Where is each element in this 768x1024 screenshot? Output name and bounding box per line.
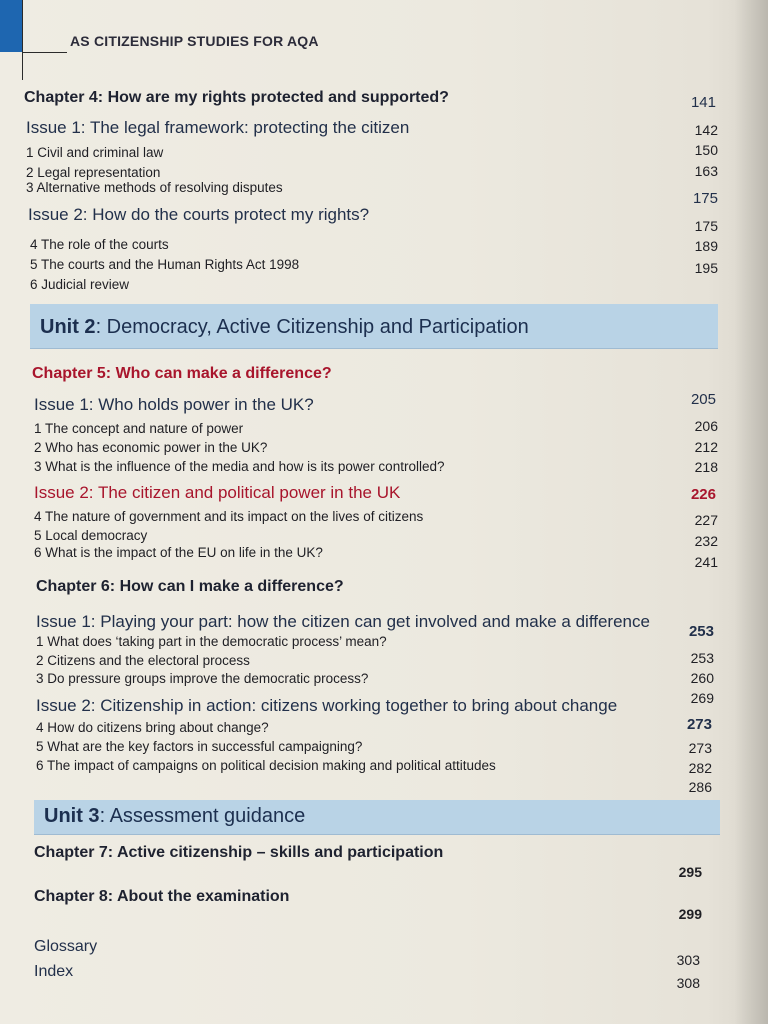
unit-3-heading [44, 805, 305, 828]
toc-item: 1 What does ‘taking part in the democratic process’ mean? [36, 634, 387, 649]
toc-item: 3 What is the influence of the media and how is its power controlled? [34, 459, 445, 474]
chapter-6-title: Chapter 6: How can I make a difference? [36, 578, 344, 595]
unit-2-title: : Democracy, Active Citizenship and Participation [95, 316, 529, 338]
header-rule-vertical [22, 0, 23, 80]
index-page: 308 [676, 975, 700, 991]
toc-item-page: 175 [692, 190, 718, 207]
ch4-issue-1-page: 142 [694, 122, 718, 138]
toc-item-page: 189 [694, 238, 718, 254]
chapter-4-page: 141 [690, 94, 716, 111]
toc-item-page: 282 [688, 760, 712, 776]
toc-item-page: 212 [694, 439, 718, 455]
toc-item-page: 150 [694, 142, 718, 158]
ch4-issue-2-title: Issue 2: How do the courts protect my rights? [28, 205, 370, 224]
toc-item: 3 Alternative methods of resolving disputes [26, 180, 283, 195]
chapter-7-page: 295 [678, 864, 702, 880]
chapter-7-title: Chapter 7: Active citizenship – skills and participation [34, 844, 444, 861]
ch5-issue-1-page: 205 [690, 391, 716, 408]
chapter-4-title: Chapter 4: How are my rights protected and supported? [24, 89, 449, 106]
toc-item: 6 What is the impact of the EU on life in the UK? [34, 545, 323, 560]
toc-item: 5 The courts and the Human Rights Act 1998 [30, 257, 300, 272]
ch6-issue-2-title: Issue 2: Citizenship in action: citizens working together to bring about change [36, 696, 618, 715]
toc-item-page: 260 [690, 670, 714, 686]
toc-item: 1 Civil and criminal law [26, 145, 164, 160]
unit-3-banner [34, 800, 720, 835]
ch6-issue-1-page: 253 [688, 623, 714, 640]
toc-item: 2 Who has economic power in the UK? [34, 440, 268, 455]
toc-item-page: 241 [694, 554, 718, 570]
unit-2-heading [40, 316, 529, 339]
header-rule-horizontal [22, 52, 67, 53]
toc-item: 6 Judicial review [30, 277, 130, 292]
toc-item-page: 232 [694, 533, 718, 549]
toc-item: 5 Local democracy [34, 528, 148, 543]
unit-3-title: : Assessment guidance [99, 805, 306, 827]
toc-item-page: 227 [694, 512, 718, 528]
chapter-8-title: Chapter 8: About the examination [34, 888, 290, 905]
ch4-issue-1-title: Issue 1: The legal framework: protecting the citizen [26, 118, 410, 137]
unit-2-banner [30, 304, 718, 349]
ch5-issue-2-page: 226 [690, 486, 716, 503]
toc-item-page: 286 [688, 779, 712, 795]
toc-item: 2 Citizens and the electoral process [36, 653, 250, 668]
toc-item-page: 163 [694, 163, 718, 179]
toc-item-page: 218 [694, 459, 718, 475]
chapter-5-title: Chapter 5: Who can make a difference? [32, 365, 332, 382]
running-header: AS CITIZENSHIP STUDIES FOR AQA [70, 33, 319, 49]
toc-item-page: 273 [688, 740, 712, 756]
toc-item-page: 206 [694, 418, 718, 434]
glossary-title: Glossary [34, 938, 98, 955]
ch6-issue-2-page: 273 [686, 716, 712, 733]
toc-item-page: 195 [694, 260, 718, 276]
ch5-issue-2-title: Issue 2: The citizen and political power in the UK [34, 483, 401, 502]
index-title: Index [34, 963, 74, 980]
chapter-8-page: 299 [678, 906, 702, 922]
toc-item: 1 The concept and nature of power [34, 421, 244, 436]
toc-item: 4 How do citizens bring about change? [36, 720, 269, 735]
page-curl-shadow [734, 0, 768, 1024]
ch5-issue-1-title: Issue 1: Who holds power in the UK? [34, 395, 314, 414]
toc-item: 2 Legal representation [26, 165, 161, 180]
toc-item-page: 269 [690, 690, 714, 706]
unit-2-number: Unit 2 [40, 316, 96, 338]
toc-item: 4 The role of the courts [30, 237, 169, 252]
toc-item: 6 The impact of campaigns on political decision making and political attitudes [36, 758, 496, 773]
toc-item: 5 What are the key factors in successful campaigning? [36, 739, 363, 754]
toc-item: 4 The nature of government and its impact on the lives of citizens [34, 509, 424, 524]
unit-3-number: Unit 3 [44, 805, 100, 827]
toc-item: 3 Do pressure groups improve the democratic process? [36, 671, 369, 686]
glossary-page: 303 [676, 952, 700, 968]
toc-item-page: 253 [690, 650, 714, 666]
blue-corner-tab [0, 0, 22, 52]
ch6-issue-1-title: Issue 1: Playing your part: how the citizen can get involved and make a difference [36, 612, 650, 631]
ch4-issue-2-page: 175 [694, 218, 718, 234]
